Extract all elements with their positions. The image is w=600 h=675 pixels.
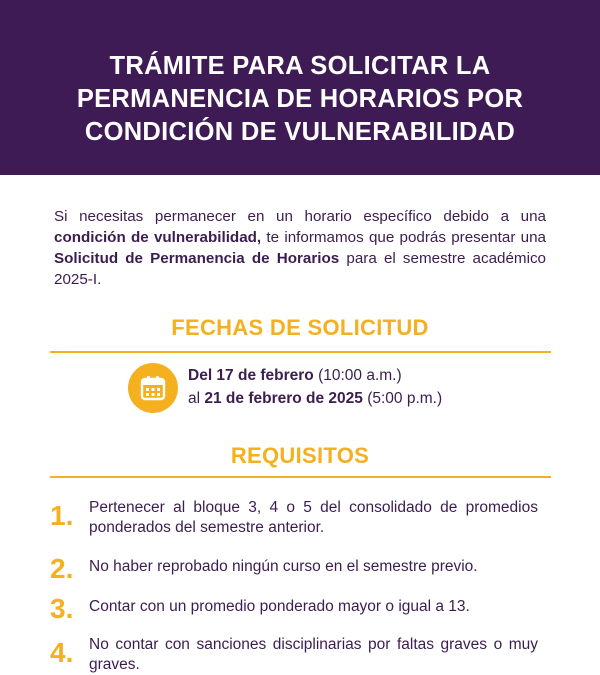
date-start-time: (10:00 a.m.) [313, 367, 402, 384]
title-line: CONDICIÓN DE VULNERABILIDAD [84, 118, 516, 146]
dates-heading: FECHAS DE SOLICITUD [171, 315, 429, 340]
dates-divider [50, 351, 551, 353]
calendar-badge [128, 363, 178, 413]
list-number: 2. [50, 553, 74, 584]
page-title [0, 50, 600, 149]
intro-bold-vulnerability: condición de vulnerabilidad, [54, 229, 262, 246]
intro-text: te informamos que podrás presentar una [261, 229, 546, 246]
intro-text: Si necesitas permanecer en un horario específico debido a una [54, 208, 546, 225]
date-end-prefix: al [188, 390, 205, 407]
date-end-time: (5:00 p.m.) [362, 390, 443, 407]
list-number: 4. [50, 637, 74, 668]
requirements-heading: REQUISITOS [230, 443, 370, 468]
list-text: Pertenecer al bloque 3, 4 o 5 del consolidado de promedios ponderados del semestre anterior. [89, 499, 538, 536]
list-number: 1. [50, 500, 74, 531]
intro-bold-request: Solicitud de Permanencia de Horarios [54, 250, 340, 267]
calendar-icon [139, 374, 167, 402]
list-text: No haber reprobado ningún curso en el semestre previo. [89, 558, 478, 575]
date-start: Del 17 de febrero [188, 367, 314, 384]
title-line: TRÁMITE PARA SOLICITAR LA [109, 52, 491, 80]
header-banner [0, 0, 600, 175]
list-number: 3. [50, 593, 74, 624]
intro-text: para el semestre académico 2025-I. [54, 250, 546, 288]
list-text: No contar con sanciones disciplinarias por faltas graves o muy graves. [89, 636, 538, 673]
requirements-divider [50, 476, 551, 478]
title-line: PERMANENCIA DE HORARIOS POR [76, 85, 524, 113]
list-text: Contar con un promedio ponderado mayor o igual a 13. [89, 598, 470, 615]
date-start-line [188, 364, 442, 387]
intro-paragraph [54, 206, 546, 290]
date-range [188, 364, 442, 410]
date-end-line [188, 387, 442, 410]
date-end: 21 de febrero de 2025 [204, 390, 363, 407]
